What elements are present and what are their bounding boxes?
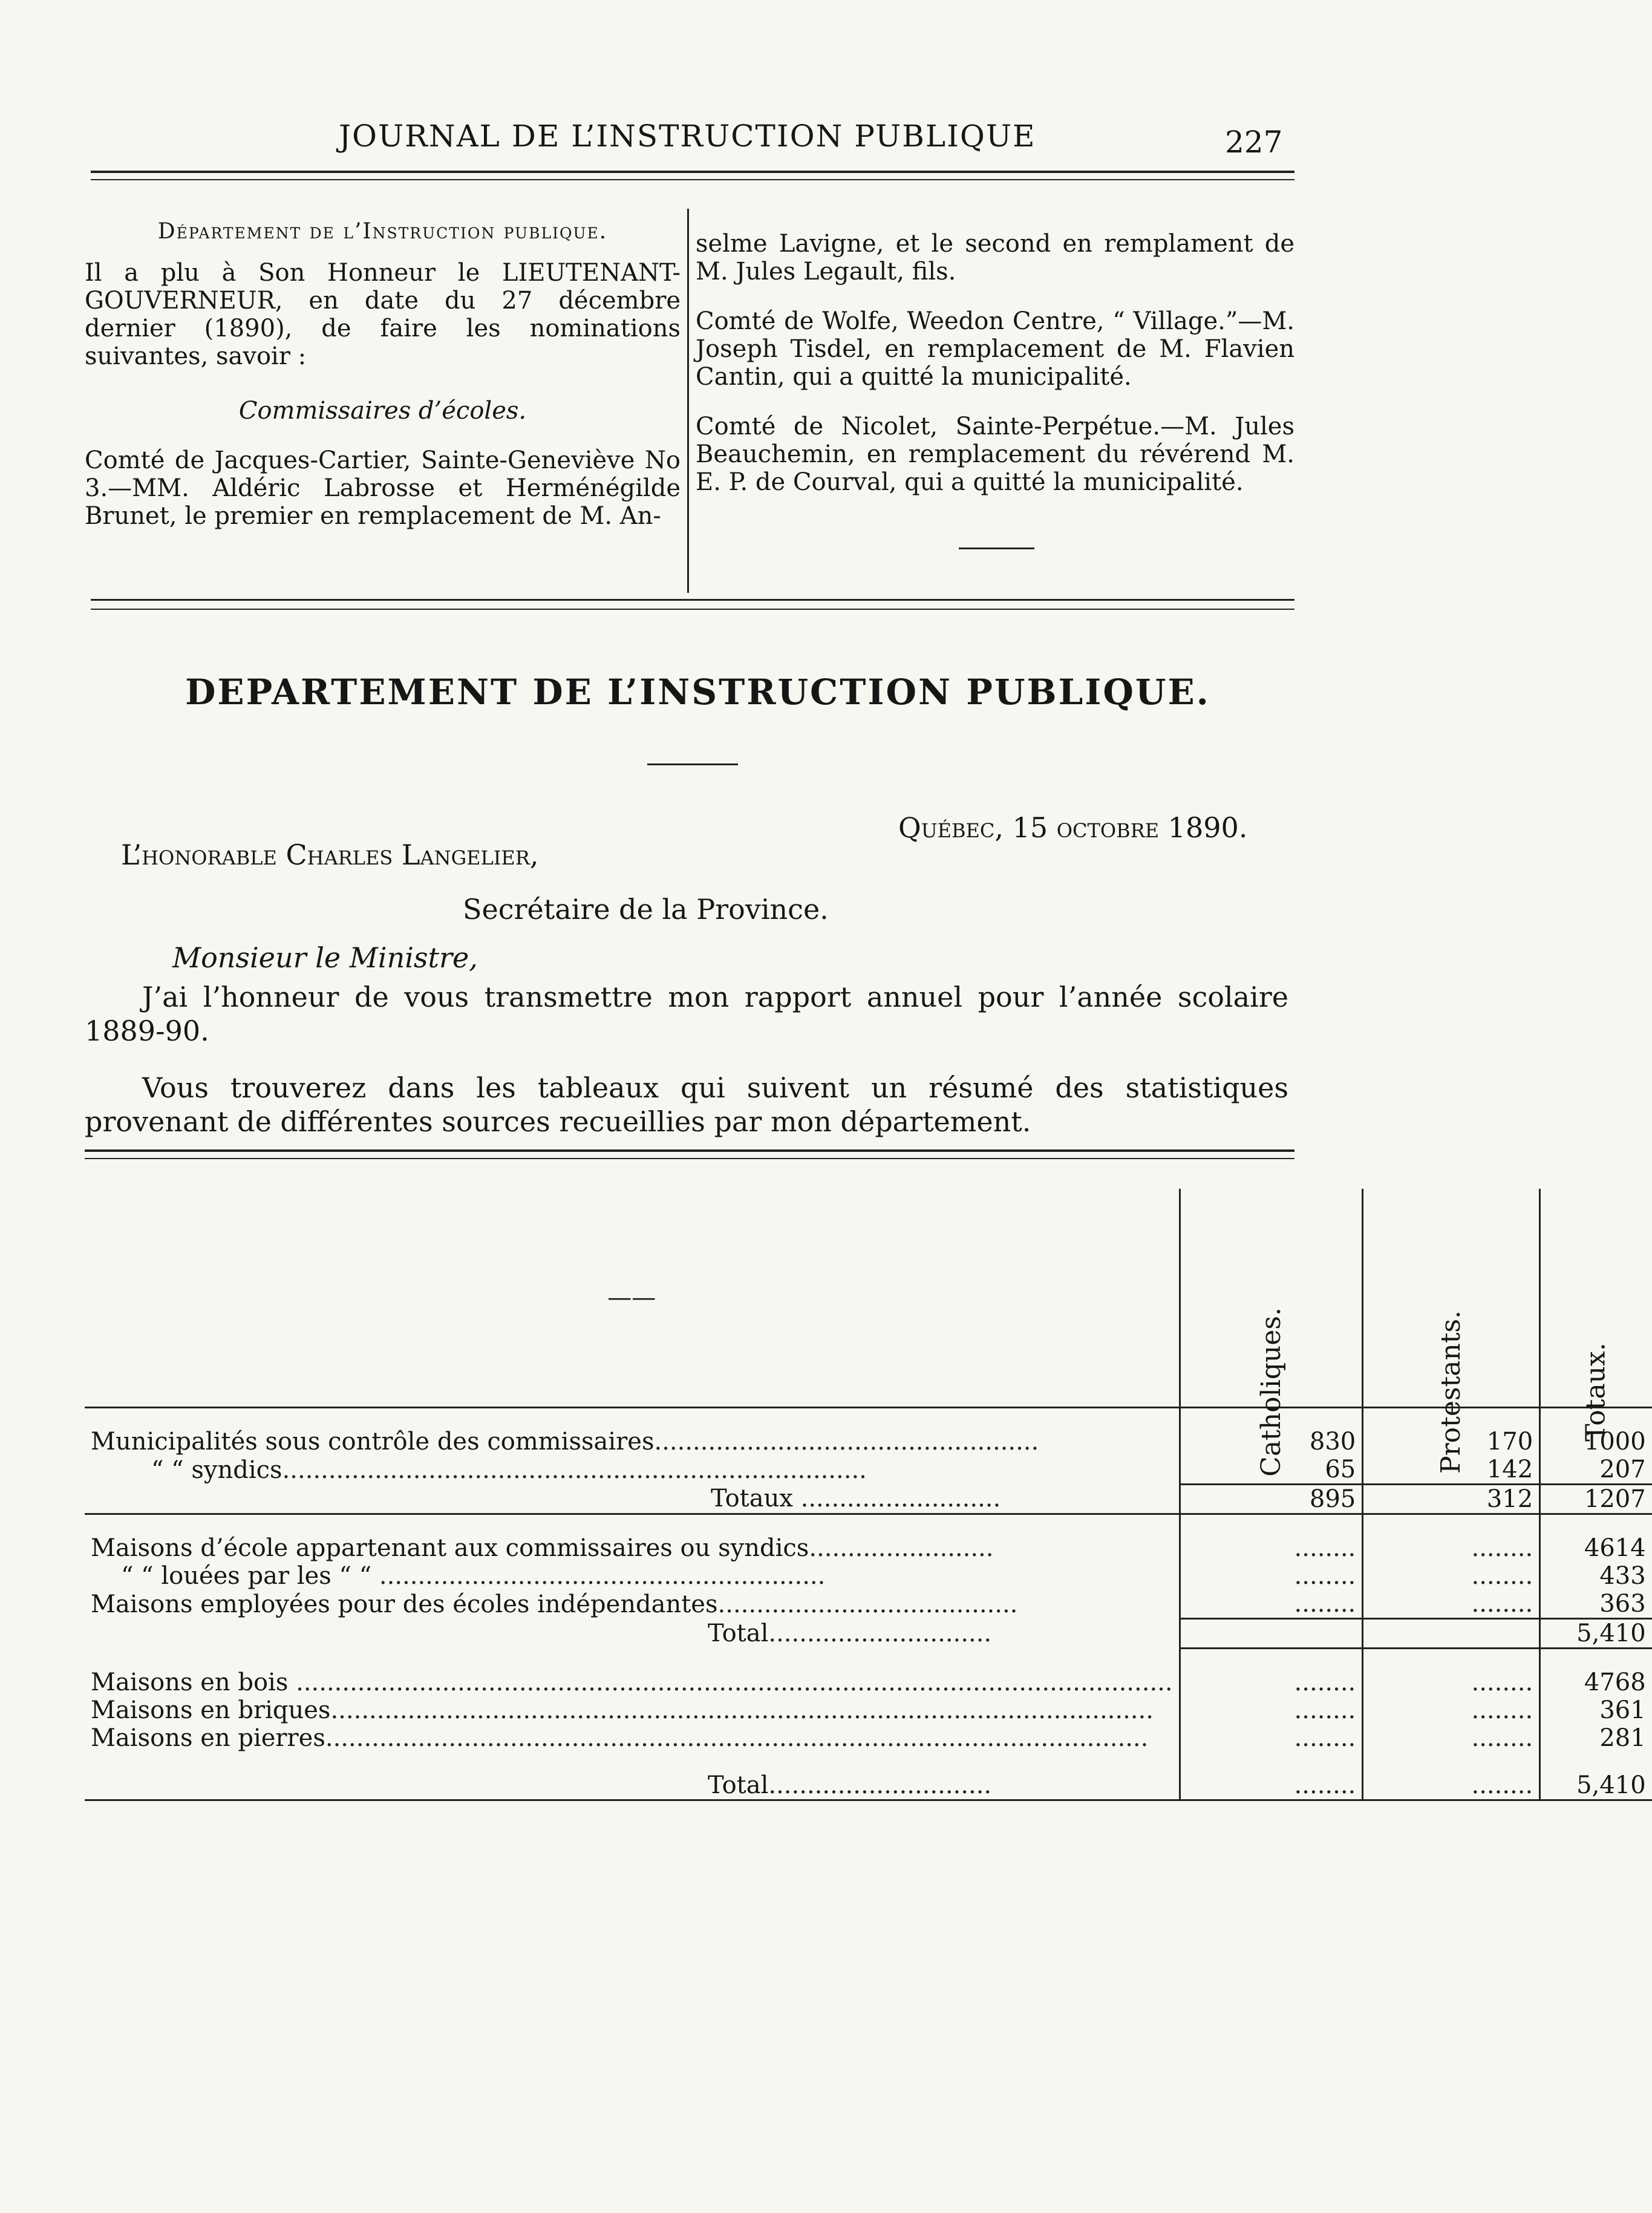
column-divider [687,209,689,593]
header-rule [91,171,1295,173]
cell: ........ [1363,1562,1540,1590]
letter-paragraph-2: Vous trouverez dans les tableaux qui suivent un résumé des statistiques provenant de différentes sources recueillies par mon département. [85,1071,1288,1138]
table-total-row [85,1619,1652,1649]
cell: 5,410 [1540,1619,1652,1649]
heading-rule [647,763,738,765]
row-label: Maisons d’école appartenant aux commissaires ou syndics........................ [91,1534,994,1562]
notice-p1-right: selme Lavigne, et le second en remplament de M. Jules Legault, fils. [696,230,1295,286]
notice-p2: Comté de Wolfe, Weedon Centre, “ Village.”—M. Joseph Tisdel, en remplacement de M. Flavien Cantin, qui a quitté la municipalité. [696,307,1295,391]
cell: ........ [1363,1669,1540,1696]
cell: 312 [1363,1485,1540,1514]
cell [1363,1619,1540,1649]
row-label: Municipalités sous contrôle des commissaires.................................................. [91,1428,1039,1456]
page-number: 227 [1225,125,1283,160]
cell: ........ [1180,1562,1363,1590]
cell: ........ [1363,1590,1540,1619]
table-total-row [85,1485,1652,1514]
cell: ........ [1180,1724,1363,1752]
cell: 65 [1180,1456,1363,1485]
notice-left-column [85,218,681,543]
salutation: Monsieur le Ministre, [172,941,478,974]
table-row [85,1724,1652,1752]
department-heading: DEPARTEMENT DE L’INSTRUCTION PUBLIQUE. [185,672,1210,713]
cell: 363 [1540,1590,1652,1619]
journal-title: JOURNAL DE L’INSTRUCTION PUBLIQUE [339,119,1036,154]
notice-bottom-rule-thin [91,609,1295,610]
row-label: “ “ louées par les “ “ .......................................................... [121,1562,826,1590]
cell: ........ [1363,1534,1540,1562]
cell: ........ [1363,1696,1540,1724]
table-row [85,1590,1652,1619]
cell: ........ [1180,1696,1363,1724]
cell: 361 [1540,1696,1652,1724]
header-rule-thin [91,179,1295,180]
table-row [85,1428,1652,1456]
notice-bottom-rule [91,599,1295,601]
place-date: Québec, 15 octobre 1890. [898,811,1248,844]
cell: 4614 [1540,1534,1652,1562]
cell: ........ [1180,1590,1363,1619]
row-label: Maisons en briques........................................................................................................... [91,1696,1154,1724]
col-header-catholiques: Catholiques. [1180,1189,1363,1408]
short-rule [959,548,1034,549]
row-label: Maisons employées pour des écoles indépendantes....................................... [91,1590,1018,1618]
row-label: “ “ syndics............................................................................ [151,1456,867,1484]
table-row [85,1562,1652,1590]
notice-p3: Comté de Nicolet, Sainte-Perpétue.—M. Jules Beauchemin, en remplacement du révérend M. E. P. de Courval, qui a quitté la municipalité. [696,413,1295,496]
table-row [85,1696,1652,1724]
col-header-protestants: Protestants. [1363,1189,1540,1408]
recipient-name: L’honorable Charles Langelier, [121,838,539,871]
table-corner: —— [85,1189,1180,1408]
notice-p1-left: Comté de Jacques-Cartier, Sainte-Geneviève No 3.—MM. Aldéric Labrosse et Herménégilde Brunet, le premier en remplacement de M. An- [85,446,681,530]
notice-right-column [696,230,1295,509]
row-label: Total............................. [708,1771,992,1799]
row-label: Total............................. [708,1620,992,1647]
cell: 1000 [1540,1428,1652,1456]
cell: 830 [1180,1428,1363,1456]
table-total-row [85,1771,1652,1800]
table-bottom-rule [85,1800,1652,1805]
recipient-title: Secrétaire de la Province. [463,893,829,926]
cell: 207 [1540,1456,1652,1485]
notice-subheading: Commissaires d’écoles. [238,397,527,425]
cell: 5,410 [1540,1771,1652,1800]
cell: ........ [1180,1771,1363,1800]
cell [1180,1619,1363,1649]
table-row [85,1456,1652,1485]
cell: ........ [1180,1534,1363,1562]
cell: 170 [1363,1428,1540,1456]
table-top-rule [85,1149,1295,1152]
table-top-rule-thin [85,1158,1295,1159]
row-label: Maisons en pierres........................................................................................................... [91,1724,1149,1752]
letter-paragraph-1: J’ai l’honneur de vous transmettre mon rapport annuel pour l’année scolaire 1889-90. [85,981,1288,1047]
table-row [85,1669,1652,1696]
cell: 895 [1180,1485,1363,1514]
cell: ........ [1363,1724,1540,1752]
col-header-totaux: Totaux. [1540,1189,1652,1408]
cell: ........ [1363,1771,1540,1800]
table-row [85,1534,1652,1562]
cell: 281 [1540,1724,1652,1752]
cell: 1207 [1540,1485,1652,1514]
notice-intro: Il a plu à Son Honneur le LIEUTENANT-GOUVERNEUR, en date du 27 décembre dernier (1890), de faire les nominations suivantes, savoir : [85,259,681,370]
statistics-table [85,1189,1652,1805]
cell: 4768 [1540,1669,1652,1696]
row-label: Maisons en bois .................................................................................................................. [91,1669,1173,1696]
table-header-row [85,1189,1652,1408]
cell: 433 [1540,1562,1652,1590]
cell: ........ [1180,1669,1363,1696]
cell: 142 [1363,1456,1540,1485]
notice-heading: Département de l’Instruction publique. [157,219,608,244]
row-label: Totaux .......................... [711,1485,1001,1513]
